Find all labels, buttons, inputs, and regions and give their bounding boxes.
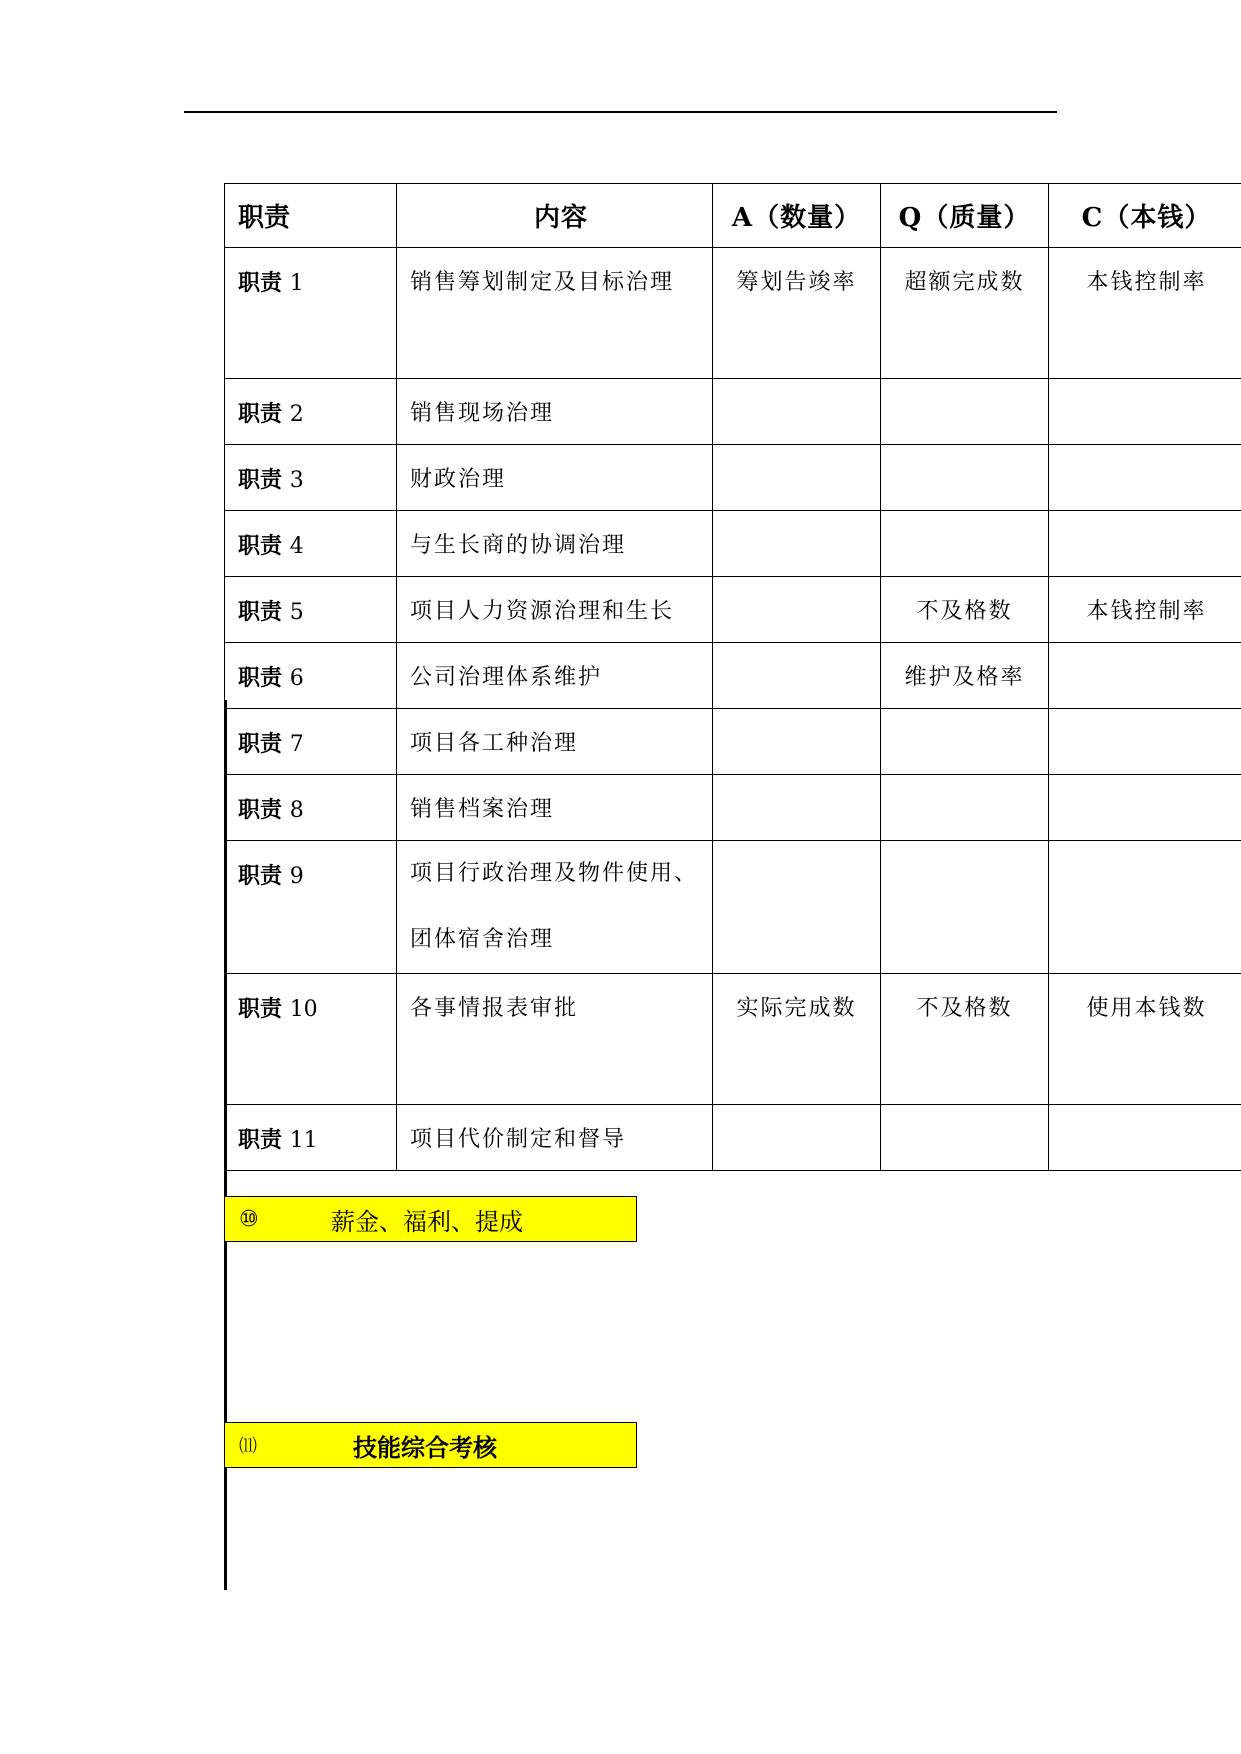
table-row — [225, 841, 1241, 974]
cost-metric: 本钱控制率 — [1086, 599, 1207, 624]
duty-label: 职责 — [238, 270, 283, 296]
quality-metric — [881, 379, 1048, 399]
duty-number: 11 — [289, 1128, 318, 1153]
cost-metric — [1049, 775, 1241, 795]
cost-metric — [1049, 643, 1241, 663]
duty-label: 职责 — [238, 533, 283, 559]
section-title: 技能综合考核 — [353, 1433, 497, 1462]
duty-number: 6 — [289, 666, 304, 691]
table-row — [225, 974, 1241, 1105]
duty-content: 销售现场治理 — [410, 401, 555, 426]
cost-metric — [1049, 1105, 1241, 1125]
duty-content: 销售档案治理 — [410, 797, 555, 822]
cost-metric — [1049, 379, 1241, 399]
duty-number: 4 — [289, 534, 304, 559]
quantity-metric — [713, 379, 880, 399]
duty-label: 职责 — [238, 731, 283, 757]
quantity-metric — [713, 841, 880, 861]
duty-label: 职责 — [238, 797, 283, 823]
duty-label: 职责 — [238, 665, 283, 691]
quality-metric — [881, 511, 1048, 531]
table-row — [225, 577, 1241, 643]
duty-label: 职责 — [238, 996, 283, 1022]
quantity-metric: 实际完成数 — [736, 996, 857, 1021]
cost-metric — [1049, 841, 1241, 861]
header-quantity: A（数量） — [713, 184, 881, 248]
section-index: ⑩ — [239, 1206, 259, 1232]
duty-content: 项目行政治理及物件使用、 — [410, 861, 699, 886]
cost-metric — [1049, 511, 1241, 531]
table-row — [225, 248, 1241, 379]
table-row — [225, 511, 1241, 577]
table-row — [225, 643, 1241, 709]
cost-metric — [1049, 445, 1241, 465]
quantity-metric — [713, 709, 880, 729]
duty-content: 各事情报表审批 — [410, 996, 579, 1021]
duty-content: 销售筹划制定及目标治理 — [410, 270, 675, 295]
quantity-metric — [713, 1105, 880, 1125]
duty-label: 职责 — [238, 467, 283, 493]
duty-table — [224, 183, 1241, 1171]
quality-metric — [881, 841, 1048, 861]
header-content: 内容 — [397, 184, 713, 248]
duty-content-line2: 团体宿舍治理 — [410, 927, 555, 952]
quantity-metric: 筹划告竣率 — [736, 270, 857, 295]
duty-number: 7 — [289, 732, 304, 757]
duty-number: 5 — [289, 600, 304, 625]
header-quality: Q（质量） — [881, 184, 1049, 248]
quantity-metric — [713, 445, 880, 465]
quality-metric — [881, 1105, 1048, 1125]
duty-number: 1 — [289, 271, 304, 296]
quantity-metric — [713, 511, 880, 531]
duty-label: 职责 — [238, 863, 283, 889]
section-title: 薪金、福利、提成 — [331, 1207, 523, 1236]
table-row — [225, 709, 1241, 775]
quantity-metric — [713, 775, 880, 795]
duty-content: 与生长商的协调治理 — [410, 533, 627, 558]
cost-metric — [1049, 709, 1241, 729]
duty-number: 3 — [289, 468, 304, 493]
cost-metric: 使用本钱数 — [1086, 996, 1207, 1021]
table-row — [225, 379, 1241, 445]
section-heading-skills — [224, 1422, 637, 1468]
table-header-row — [225, 184, 1241, 248]
duty-label: 职责 — [238, 599, 283, 625]
duty-number: 9 — [289, 864, 304, 889]
duty-content: 项目各工种治理 — [410, 731, 579, 756]
quality-metric: 超额完成数 — [904, 270, 1025, 295]
duty-content: 公司治理体系维护 — [410, 665, 603, 690]
quality-metric: 不及格数 — [916, 599, 1013, 624]
duty-number: 8 — [289, 798, 304, 823]
section-index: ⑾ — [239, 1436, 257, 1457]
quantity-metric — [713, 577, 880, 597]
header-cost: C（本钱） — [1049, 184, 1241, 248]
duty-content: 项目代价制定和督导 — [410, 1127, 627, 1152]
header-rule — [184, 111, 1057, 113]
quantity-metric — [713, 643, 880, 663]
duty-content: 财政治理 — [410, 467, 507, 492]
duty-label: 职责 — [238, 401, 283, 427]
quality-metric — [881, 709, 1048, 729]
duty-number: 2 — [289, 402, 304, 427]
duty-content: 项目人力资源治理和生长 — [410, 599, 675, 624]
table-row — [225, 445, 1241, 511]
table-row — [225, 775, 1241, 841]
table-row — [225, 1105, 1241, 1171]
quality-metric: 维护及格率 — [904, 665, 1025, 690]
cost-metric: 本钱控制率 — [1086, 270, 1207, 295]
duty-number: 10 — [289, 997, 318, 1022]
quality-metric — [881, 445, 1048, 465]
section-heading-salary — [224, 1196, 637, 1242]
quality-metric: 不及格数 — [916, 996, 1013, 1021]
quality-metric — [881, 775, 1048, 795]
duty-label: 职责 — [238, 1127, 283, 1153]
header-duty: 职责 — [225, 184, 397, 248]
